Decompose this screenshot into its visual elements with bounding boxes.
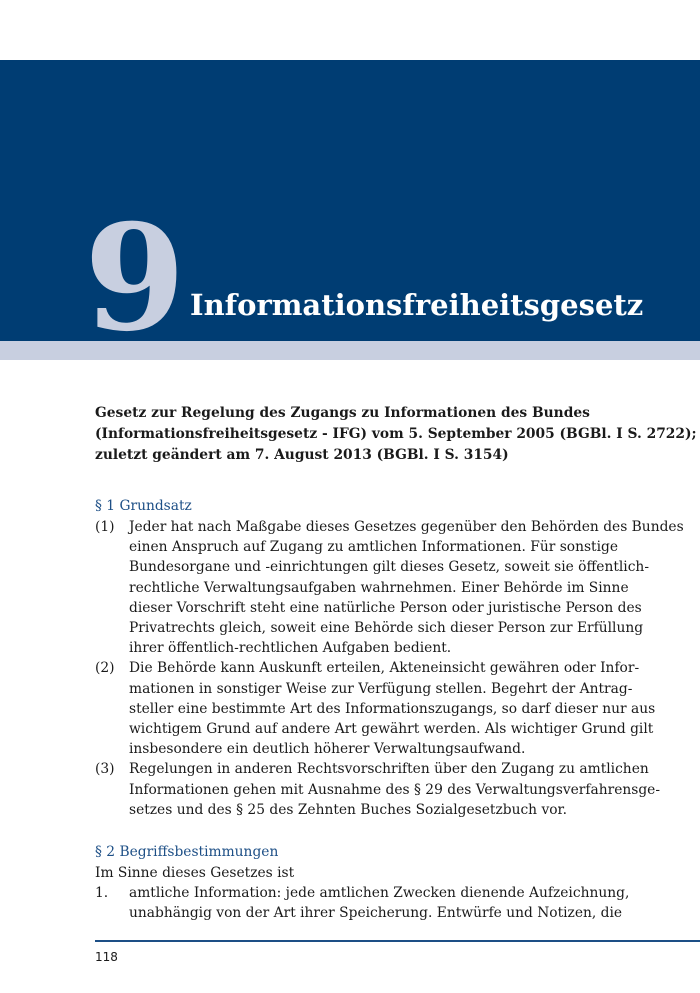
paragraph-text <box>129 759 660 820</box>
text-line: setzes und des § 25 des Zehnten Buches Sozialgesetzbuch vor. <box>129 801 568 818</box>
text-line: einen Anspruch auf Zugang zu amtlichen Informationen. Für sonstige <box>129 539 619 556</box>
text-line: dieser Vorschrift steht eine natürliche Person oder juristische Person des <box>129 599 642 616</box>
section-heading-2: § 2 Begriffsbestimmungen <box>95 844 279 861</box>
intro-line: zuletzt geändert am 7. August 2013 (BGBl. I S. 3154) <box>95 447 509 463</box>
text-line: wichtigem Grund auf andere Art gewährt werden. Als wichtiger Grund gilt <box>129 721 654 738</box>
footer-rule <box>95 940 700 942</box>
text-line: Die Behörde kann Auskunft erteilen, Akteneinsicht gewähren oder Infor- <box>129 660 640 677</box>
text-line: ihrer öffentlich-rechtlichen Aufgaben bedient. <box>129 640 452 657</box>
text-line: Bundesorgane und -einrichtungen gilt dieses Gesetz, soweit sie öffentlich- <box>129 559 649 576</box>
text-line: steller eine bestimmte Art des Informationszugangs, so darf dieser nur aus <box>129 700 656 717</box>
text-line: amtliche Information: jede amtlichen Zwecken dienende Aufzeichnung, <box>129 885 630 902</box>
paragraph-2 <box>95 658 656 759</box>
item-text <box>129 883 635 923</box>
text-line: rechtliche Verwaltungsaufgaben wahrnehmen. Einer Behörde im Sinne <box>129 579 629 596</box>
paragraph-number: (2) <box>95 660 115 677</box>
paragraph-1 <box>95 517 684 658</box>
item-number: 1. <box>95 885 109 902</box>
paragraph-number: (1) <box>95 519 115 535</box>
definition-item-1 <box>95 883 635 923</box>
text-line: Regelungen in anderen Rechtsvorschriften über den Zugang zu amtlichen <box>129 761 649 778</box>
text-line: mationen in sonstiger Weise zur Verfügung stellen. Begehrt der Antrag- <box>129 680 633 697</box>
paragraph-text <box>129 517 684 658</box>
text-line: unabhängig von der Art ihrer Speicherung. Entwürfe und Notizen, die <box>129 905 623 922</box>
intro-line: Gesetz zur Regelung des Zugangs zu Informationen des Bundes <box>95 405 590 421</box>
chapter-number: 9 <box>84 193 186 364</box>
chapter-title: Informationsfreiheitsgesetz <box>190 288 644 322</box>
text-line: Jeder hat nach Maßgabe dieses Gesetzes gegenüber den Behörden des Bundes <box>129 519 684 535</box>
paragraph-number: (3) <box>95 761 115 778</box>
paragraph-3 <box>95 759 660 820</box>
page-number: 118 <box>95 950 118 964</box>
text-line: Informationen gehen mit Ausnahme des § 29 des Verwaltungsverfahrensge- <box>129 781 660 798</box>
paragraph-text <box>129 658 655 759</box>
section-heading-1: § 1 Grundsatz <box>95 498 192 514</box>
text-line: insbesondere ein deutlich höherer Verwaltungsaufwand. <box>129 741 526 758</box>
section-lead: Im Sinne dieses Gesetzes ist <box>95 865 295 882</box>
page-content <box>95 403 697 924</box>
law-intro <box>95 403 697 466</box>
intro-line: (Informationsfreiheitsgesetz - IFG) vom 5. September 2005 (BGBl. I S. 2722); <box>95 426 697 442</box>
text-line: Privatrechts gleich, soweit eine Behörde sich dieser Person zur Erfüllung <box>129 620 644 637</box>
